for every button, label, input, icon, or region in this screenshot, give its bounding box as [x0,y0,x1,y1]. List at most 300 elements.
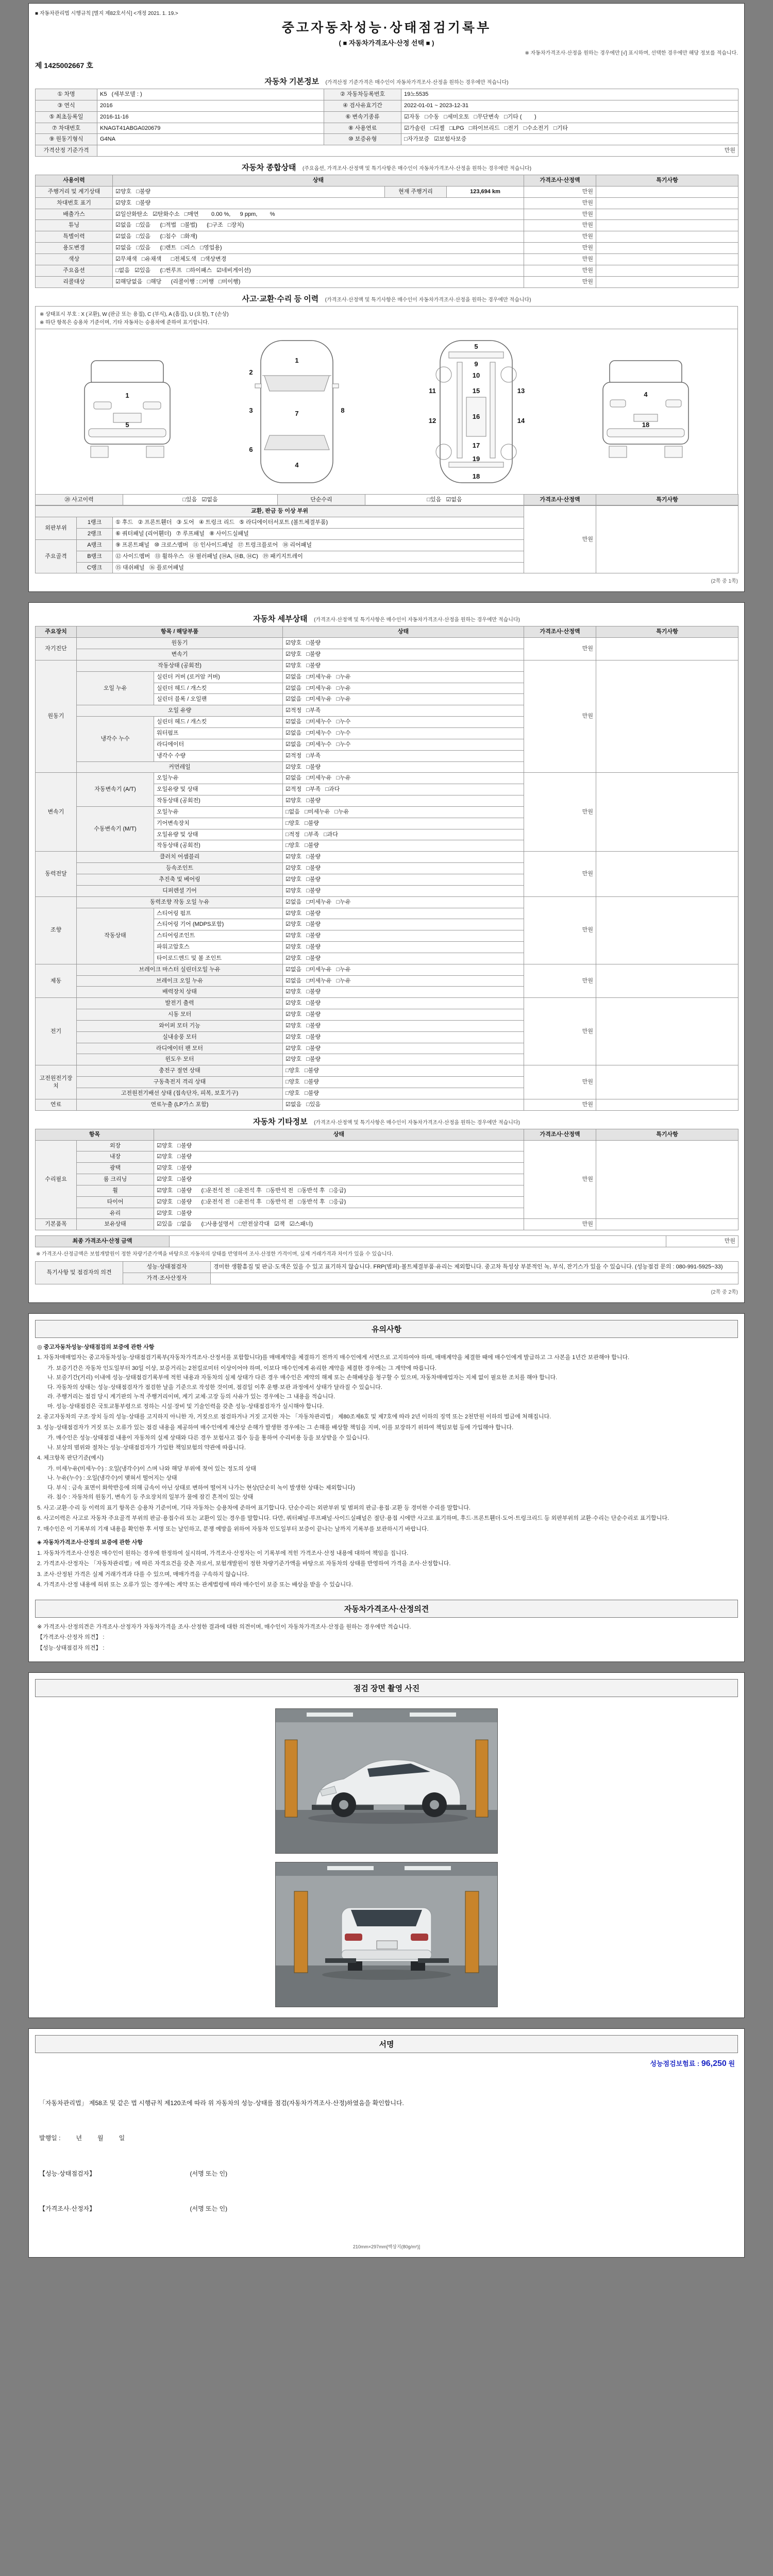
cell: 오일 유량 [77,705,283,717]
signature-title: 서명 [35,2035,738,2053]
cell: ⑦ 차대번호 [36,123,97,134]
cell: □양호 □불량 [283,1065,524,1077]
cell: 용도변경 [36,243,113,254]
remarks-table [35,1261,738,1284]
cell: ☑양호 □불량 [283,885,524,896]
cell: ☑없음 □있음 [283,1099,524,1110]
diagram-number: 19 [473,454,480,463]
cell: 라디에이터 [154,739,283,750]
fee-value: 96,250 [701,2059,727,2069]
cell: ☑양호 □불량 (□운전석 전 □운전석 후 □동반석 전 □동반석 후 □응급) [154,1185,524,1196]
cell: 오일유량 및 상태 [154,829,283,840]
sheet-notes [28,1313,745,1663]
diagram-number: 12 [429,416,436,425]
diagram-number: 8 [341,406,345,414]
cell: ☑적정 □부족 [283,750,524,761]
price-opinion-title: 자동차가격조사·산정의견 [35,1600,738,1618]
photo-list [35,1702,738,2010]
section-note: (주요옵션, 가격조사·산정액 및 특기사항은 매수인이 자동차가격조사·산정을 원하는 경우에만 적습니다) [303,166,532,172]
cell: 가격산정 기준가격 [36,145,97,157]
cell: 단순수리 [278,494,365,505]
cell: ⑨ 프론트패널 ⑩ 크로스멤버 ⑪ 인사이드패널 ⑰ 트렁크플로어 ⑱ 리어패널 [113,539,524,551]
cell: 원동기 [36,660,77,772]
cell: 룸 크리닝 [77,1174,154,1185]
cell [596,638,738,660]
cell: ☑없음 □미세누수 □누수 [283,728,524,739]
table-row [36,231,738,243]
cell: □자가보증 ☑보험사보증 [401,134,738,145]
cell: 수동변속기 (M/T) [77,806,154,851]
document-number: 제 1425002667 호 [35,61,93,70]
sheet-detail-state [28,602,745,1302]
cell: 튜닝 [36,220,113,231]
section-note: (가격산정 기준가격은 매수인이 자동차가격조사·산정을 원하는 경우에만 적습니다) [325,80,509,86]
cell: 발전기 출력 [77,998,283,1009]
cell: 만원 [524,506,596,573]
cell [596,896,738,964]
table-row [36,506,738,517]
table-row [36,1140,738,1151]
cell: 주요골격 [36,539,77,573]
cell: 자기진단 [36,638,77,660]
cell [596,197,738,209]
cell: 조향 [36,896,77,964]
cell: ☑양호 □불량 [283,761,524,773]
cell: ☑없음 □미세누유 □누유 [283,975,524,987]
cell: 외장 [77,1140,154,1151]
note-line: 다. 부식 : 금속 표면이 화학반응에 의해 금속이 아닌 상태로 변하여 떨어져 나가는 현상(단순히 녹이 발생한 상태는 제외합니다) [47,1484,355,1491]
cell: ☑무채색 □유채색 □전체도색 □색상변경 [113,253,524,265]
table-row [36,896,738,908]
note-line: 7. 매수인은 이 기록부의 기재 내용을 확인한 후 서명 또는 날인하고, 분쟁 예방을 위하여 자동차 인도일부터 보증이 끝나는 날까지 기록부를 보관하시기 바랍니다. [37,1526,429,1532]
cell: 동력조향 작동 오일 누유 [77,896,283,908]
cell: 만원 [524,1219,596,1230]
cell: ⑨ 원동기형식 [36,134,97,145]
car-rear-view-diagram [592,352,700,471]
section-title: 자동차 세부상태 [253,615,308,624]
cell: 배출가스 [36,209,113,220]
cell: 최종 가격조사·산정 금액 [36,1236,170,1247]
page-subtitle: ( ■ 자동차가격조사·산정 선택 ■ ) [339,39,434,47]
cell: 추진축 및 베어링 [77,874,283,885]
price-opinion-body [35,1623,738,1653]
paper-spec: 210mm×297mm[백상지(80g/m²)] [352,2244,421,2250]
cell: 구동축전지 격리 상태 [77,1077,283,1088]
inspection-insurance-fee [38,2058,735,2069]
cell: 만원 [524,186,596,197]
diagram-number: 16 [473,412,480,420]
cell: 시동 모터 [77,1009,283,1021]
table-row [36,852,738,863]
cell: ☑있음 □없음 (□사용설명서 □안전삼각대 ☑잭 ☑스패너) [154,1219,524,1230]
cell: ☑해당없음 □해당 (리콜이행 : □이행 □미이행) [113,276,524,287]
overall-state-table [35,175,738,287]
cell: ☑양호 □불량 (□운전석 전 □운전석 후 □동반석 전 □동반석 후 □응급) [154,1196,524,1208]
cell: ☑양호 □불량 [283,1054,524,1065]
cell: 오일유량 및 상태 [154,784,283,795]
table-row [36,100,738,111]
diagram-number: 5 [125,420,129,429]
diagram-number: 13 [517,386,525,395]
diagram-number: 4 [644,390,648,398]
cell: 워터펌프 [154,728,283,739]
cell: □있음 ☑없음 [123,494,278,505]
note-line: ◎ 중고자동차성능·상태점검의 보증에 관한 사항 [37,1344,155,1350]
car-top-view-diagram [232,334,361,489]
cell [596,773,738,852]
cell: 만원 [524,773,596,852]
cell [596,1219,738,1230]
cell: 타이로드엔드 및 볼 조인트 [154,953,283,964]
cell: 상태 [113,175,524,187]
cell: 주요옵션 [36,265,113,276]
cell: 작동상태 [77,908,154,964]
cell: ☑없음 □미세누유 □누유 [283,964,524,975]
cell: 만원 [524,998,596,1065]
cell: 원동기 [77,638,283,649]
cell: ☑가솔린 □디젤 □LPG □하이브리드 □전기 □수소전기 □기타 [401,123,738,134]
cell: 가격조사·산정액 [524,175,596,187]
note-line: 가. 보증기간은 자동차 인도일부터 30일 이상, 보증거리는 2천킬로미터 이상이어야 하며, 이보다 매수인에게 유리한 계약을 체결한 경우에는 그 계약에 따릅니다. [47,1365,437,1371]
cell: ☑양호 □불량 [283,1020,524,1031]
cell: 고전원전기배선 상태 (접속단자, 피복, 보호기구) [77,1088,283,1099]
cell: 유리 [77,1208,154,1219]
cell: ☑양호 □불량 [154,1151,524,1163]
note-line: 2. 가격조사·산정자는 「자동차관리법」에 따른 자격요건을 갖춘 자로서, 보험개발원이 정한 차량기준가액을 바탕으로 자동차의 상태를 반영하여 가격을 조사·산정합니다. [37,1561,451,1567]
note-line: 마. 성능·상태점검은 국토교통부령으로 정하는 시설·장비 및 기술인력을 갖춘 성능·상태점검자가 실시해야 합니다. [47,1403,324,1410]
cell: ☑없음 □미세누수 □누수 [283,739,524,750]
cell: ☑적정 □부족 [283,705,524,717]
fee-label: 성능점검보험료 : [650,2060,700,2068]
note-line: 라. 주행거리는 점검 당시 계기판의 누적 주행거리이며, 계기 교체·고장 등의 사유가 있는 경우에는 그 내용을 적습니다. [47,1394,335,1400]
cell: 연료누출 (LP가스 포함) [77,1099,283,1110]
table-row [36,253,738,265]
cell: ⑩ 보증유형 [324,134,401,145]
cell [596,186,738,197]
cell: ☑없음 □미세누유 □누유 [283,773,524,784]
cell: 만원 [524,253,596,265]
diagram-number: 4 [295,461,299,469]
note-line: 나. 누유(누수) : 오일(냉각수)이 맺혀서 떨어지는 상태 [47,1475,177,1482]
form-reference: ■ 자동차관리법 시행규칙 [별지 제82호서식] <개정 2021. 1. 19.> [35,11,178,16]
cell: 만원 [524,197,596,209]
diagram-number: 18 [473,472,480,480]
cell: ③ 연식 [36,100,97,111]
cell: 광택 [77,1163,154,1174]
cell: ☑양호 □불량 [113,186,385,197]
cell [596,243,738,254]
cell: 만원 [524,243,596,254]
note-line: 3. 성능·상태점검자가 거짓 또는 오류가 있는 점검 내용을 제공하여 매수인에게 재산상 손해가 발생한 경우에는 그 손해를 배상할 책임을 지며, 이를 보장하기 위하여 책임보험 등에 가입해야 합니다. [37,1424,514,1431]
cell [596,209,738,220]
cell: 교환, 판금 등 이상 부위 [36,506,524,517]
state-symbol-legend [35,306,738,329]
cell: 항목 [36,1129,154,1140]
cell: ☑양호 □불량 [283,919,524,930]
cell: 수리필요 [36,1140,77,1219]
cell: 오일 누유 [77,671,154,705]
cell: ☑자동 □수동 □세미오토 □무단변속 □기타 ( ) [401,111,738,123]
table-row [36,1099,738,1110]
cell: 보유상태 [77,1219,154,1230]
cell: ☑양호 □불량 [283,908,524,919]
inspection-photo-rear [275,1862,498,2007]
cell: 등속조인트 [77,863,283,874]
diagram-number: 3 [249,406,253,414]
table-row [36,243,738,254]
table-row [36,1129,738,1140]
cell: 변속기 [36,773,77,852]
cell: ☑없음 □미세누유 □누유 [283,694,524,705]
section-note: (가격조사·산정액 및 특기사항은 매수인이 자동차가격조사·산정을 원하는 경우에만 적습니다) [325,297,531,303]
cell: ① 후드 ② 프론트휀더 ③ 도어 ④ 트렁크 리드 ⑤ 라디에이터서포트 (볼트체결부품) [113,517,524,529]
other-info-table [35,1129,738,1231]
cell: 특별이력 [36,231,113,243]
diagram-number: 10 [473,371,480,379]
note-line: 5. 사고·교환·수리 등 이력의 표기 항목은 승용차 기준이며, 기타 자동차는 승용차에 준하여 표기합니다. 단순수리는 외판부위 및 범퍼의 판금·용접·교환 등 경미한 수리를 말합니다. [37,1504,470,1511]
cell [596,220,738,231]
cell: ☑양호 □불량 [283,1009,524,1021]
table-row [36,265,738,276]
note-line: 3. 조사·산정된 가격은 실제 거래가격과 다를 수 있으며, 매매가격을 구속하지 않습니다. [37,1571,249,1578]
signature-lines [35,2074,738,2238]
cell: 실린더 블록 / 오일팬 [154,694,283,705]
cell: 만원 [524,265,596,276]
cell: 오일누유 [154,806,283,818]
table-row [36,998,738,1009]
cell: ☑양호 □불량 [283,1043,524,1054]
photos-title: 점검 장면 촬영 사진 [35,1679,738,1697]
cell: 만원 [524,1065,596,1099]
diagram-number: 11 [429,386,436,395]
cell: ☑양호 □불량 [283,795,524,807]
cell: C랭크 [77,562,113,573]
exchange-rank-table [35,505,738,573]
cell: 특기사항 [596,626,738,638]
section-title: 사고·교환·수리 등 이력 [242,294,319,303]
signature-line: 【가격조사·산정자】 (서명 또는 인) [39,2205,228,2213]
cell: 2016 [97,100,324,111]
cell: 실린더 헤드 / 개스킷 [154,717,283,728]
cell: 충전구 절연 상태 [77,1065,283,1077]
document [28,0,745,2276]
signature-line: 발행일 : 년 월 일 [39,2134,125,2142]
cell: ⑤ 최초등록일 [36,111,97,123]
cell: ☑양호 □불량 [283,863,524,874]
note-line: 가. 매수인은 성능·상태점검 내용이 자동차의 실제 상태와 다른 경우 보험사고 접수 등을 통하여 수리비용 등을 보상받을 수 있습니다. [47,1435,369,1442]
cell: □양호 □불량 [283,840,524,852]
cell: 작동상태 (공회전) [77,660,283,671]
cell [596,506,738,573]
cell: 작동상태 (공회전) [154,795,283,807]
cell: KNAGT41ABGA020679 [97,123,324,134]
table-row [36,964,738,975]
note-line: 【성능·상태점검자 의견】 : [37,1645,105,1651]
cell: ☑양호 □불량 [283,852,524,863]
note-line: ◈ 자동차가격조사·산정의 보증에 관한 사항 [37,1539,143,1546]
cell: 123,694 km [447,186,524,197]
cell: ☑양호 □불량 [154,1163,524,1174]
cell: ☑양호 □불량 [154,1174,524,1185]
cell [596,660,738,772]
cell: 만원 [97,145,738,157]
cell: ⑧ 사용연료 [324,123,401,134]
diagram-number: 15 [473,386,480,395]
cell: 만원 [524,231,596,243]
cell: B랭크 [77,551,113,562]
cell [170,1236,666,1247]
basic-info-table [35,89,738,157]
table-row [36,145,738,157]
table-row [36,220,738,231]
cell: □없음 ☑있음 (□썬루프 □하이패스 ☑네비게이션) [113,265,524,276]
cell: 성능·상태점검자 [123,1262,211,1273]
diagram-number: 7 [295,409,299,417]
section-other-info [35,1116,738,1127]
cell: ⑫ 사이드멤버 ⑬ 휠하우스 ⑭ 필러패널 (⑭A, ⑭B, ⑭C) ⑲ 패키지트레이 [113,551,524,562]
section-detail-state [35,613,738,624]
page-marker: (2쪽 중 2쪽) [711,1289,738,1295]
cell: □양호 □불량 [283,1077,524,1088]
table-row [36,1273,738,1284]
note-line: 6. 사고이력은 사고로 자동차 주요골격 부위의 판금·용접수리 또는 교환이 있는 경우를 말합니다. 다만, 쿼터패널·루프패널·사이드실패널은 절단·용접 시에만 사고로 표기하며, 후드·프론트휀더·도어·트렁크리드 등 외판부위의 교환·수리는 단순수리로 표기합니다. [37,1515,669,1522]
cell: 특기사항 [596,494,738,505]
cell: 가격조사·산정액 [524,494,596,505]
cell: 가격·조사산정자 [123,1273,211,1284]
car-front-view-diagram [73,352,181,471]
table-row [36,773,738,784]
diagram-number: 1 [295,356,299,364]
note-line: 【가격조사·산정자 의견】 : [37,1634,105,1641]
cell: ☑적정 □부족 □과다 [283,784,524,795]
cell [596,852,738,896]
cell: ② 자동차등록번호 [324,89,401,100]
table-row [36,638,738,649]
cell: ☑양호 □불량 [283,953,524,964]
cell: ☑양호 □불량 [283,660,524,671]
cell: ☑양호 □불량 [283,942,524,953]
cell: ④ 검사유효기간 [324,100,401,111]
cell: 2랭크 [77,529,113,540]
cell: 2016-11-16 [97,111,324,123]
cell [596,1065,738,1099]
cell: 상태 [283,626,524,638]
car-underbody-view-diagram [412,334,541,489]
cell: A랭크 [77,539,113,551]
cell: 디퍼렌셜 기어 [77,885,283,896]
note-line: 가. 미세누유(미세누수) : 오일(냉각수)이 스며 나와 해당 부위에 젖어 있는 정도의 상태 [47,1465,257,1472]
sheet-signature [28,2028,745,2258]
table-row [36,186,738,197]
section-basic-info [35,76,738,87]
cell: ☑없음 □미세누수 □누수 [283,717,524,728]
cell [596,265,738,276]
diagram-number: 18 [642,420,649,429]
final-price-note: ※ 가격조사·산정금액은 보험개발원이 정한 차량기준가액을 바탕으로 자동차의 상태를 반영하여 조사·산정한 가격이며, 실제 거래가격과 차이가 있을 수 있습니다. [36,1251,393,1258]
cell: 특기사항 및 점검자의 의견 [36,1262,123,1284]
cell: 휠 [77,1185,154,1196]
cell: ⑳ 사고이력 [36,494,123,505]
page-marker: (2쪽 중 1쪽) [711,579,738,585]
cell: ☑양호 □불량 [283,930,524,942]
cell: 클러치 어셈블리 [77,852,283,863]
note-line: 4. 체크항목 판단기준(예시) [37,1455,104,1462]
diagram-number: 6 [249,445,253,453]
signature-line: 【성능·상태점검자】 (서명 또는 인) [39,2170,228,2177]
cell: 만원 [524,276,596,287]
cell [596,998,738,1065]
sheet-basic-and-history [28,3,745,592]
cell: 와이퍼 모터 기능 [77,1020,283,1031]
cell [596,1099,738,1110]
cell: 라디에이터 팬 모터 [77,1043,283,1054]
cell: ☑일산화탄소 ☑탄화수소 □매연 0.00 %, 9 ppm, % [113,209,524,220]
cell: 실린더 커버 (로커암 커버) [154,671,283,683]
signature-line: 「자동차관리법」 제58조 및 같은 법 시행규칙 제120조에 따라 위 자동차의 성능·상태를 점검(자동차가격조사·산정)하였음을 확인합니다. [39,2099,404,2107]
table-row [36,494,738,505]
legend-line: ※ 하단 항목은 승용차 기준이며, 기타 자동차는 승용차에 준하여 표기합니다. [40,319,209,326]
table-row [36,209,738,220]
cell: K5 (세부모델 : ) [97,89,324,100]
table-row [36,123,738,134]
accident-history-table [35,494,738,506]
cell: 가격조사·산정액 [524,626,596,638]
cell: 차대번호 표기 [36,197,113,209]
cell: 기어변속장치 [154,818,283,829]
table-row [36,1262,738,1273]
table-row [36,175,738,187]
cell: 작동상태 (공회전) [154,840,283,852]
cell: 변속기 [77,649,283,660]
cell: 전기 [36,998,77,1065]
cell: 만원 [524,638,596,660]
table-row [36,89,738,100]
sheet-photos [28,1672,745,2018]
cell: 실내송풍 모터 [77,1031,283,1043]
cell: 스티어링 기어 (MDPS포함) [154,919,283,930]
cell: 냉각수 수량 [154,750,283,761]
table-row [36,626,738,638]
note-line: 2. 중고자동차의 구조·장치 등의 성능·상태를 고지하지 아니한 자, 거짓으로 점검하거나 거짓 고지한 자는 「자동차관리법」 제80조제6호 및 제7호에 따라 2년 이하의 징역 또는 2천만원 이하의 벌금에 처해집니다. [37,1414,551,1420]
cell: ☑양호 □불량 [283,874,524,885]
section-title: 자동차 기타정보 [253,1117,308,1126]
cell: 가격조사·산정액 [524,1129,596,1140]
cell: 만원 [524,1140,596,1219]
cell: ⑥ 쿼터패널 (리어휀더) ⑦ 루프패널 ⑧ 사이드실패널 [113,529,524,540]
note-line: 라. 침수 : 자동차의 원동기, 변속기 등 주요장치의 일부가 물에 잠긴 흔적이 있는 상태 [47,1494,254,1501]
diagram-number: 2 [249,368,253,376]
cell [596,1140,738,1219]
section-note: (가격조사·산정액 및 특기사항은 매수인이 자동차가격조사·산정을 원하는 경우에만 적습니다) [314,617,520,623]
section-title: 자동차 종합상태 [241,163,296,173]
cell: 2022-01-01 ~ 2023-12-31 [401,100,738,111]
notes-body [35,1343,738,1589]
final-price-table [35,1235,738,1247]
cell: 기본품목 [36,1219,77,1230]
cell: 1랭크 [77,517,113,529]
diagram-number: 5 [474,342,478,350]
cell: 파워고압호스 [154,942,283,953]
cell: 만원 [524,1099,596,1110]
cell: 브레이크 오일 누유 [77,975,283,987]
cell: 연료 [36,1099,77,1110]
cell: 만원 [524,852,596,896]
note-line: 나. 보증기간(거리) 이내에 성능·상태점검기록부에 적힌 내용과 자동차의 실제 상태가 다른 경우 매수인은 계약의 해제 또는 손해배상을 청구할 수 있으며, 자동차매매업자는 지체 없이 필요한 조치를 해야 합니다. [47,1375,558,1381]
cell: ① 차명 [36,89,97,100]
page-title-note: ※ 자동차가격조사·산정을 원하는 경우에만 [√] 표시하며, 선택한 경우에만 해당 정보를 적습니다. [525,50,738,56]
damage-diagram [35,329,738,494]
section-note: (가격조사·산정액 및 특기사항은 매수인이 자동차가격조사·산정을 원하는 경우에만 적습니다) [314,1120,520,1126]
